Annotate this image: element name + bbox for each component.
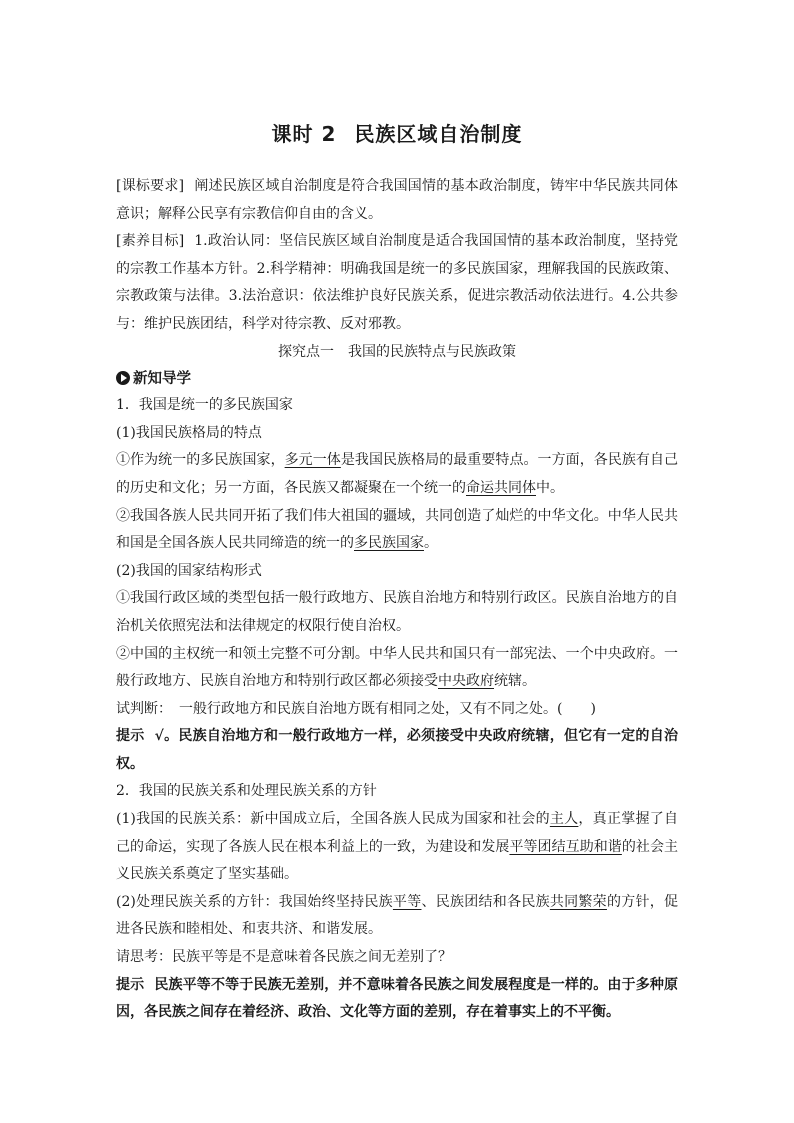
section-heading: 探究点一 我国的民族特点与民族政策 — [278, 343, 516, 360]
lesson-name: 民族区域自治制度 — [354, 122, 523, 146]
key-term: 多元一体 — [284, 452, 341, 469]
hint-text: 民族平等不等于民族无差别，并不意味着各民族之间发展程度是一样的。由于多种原因，各民族之间存在着经济、政治、文化等方面的差别，存在着事实上的不平衡。 — [116, 976, 679, 1021]
text-run: 统辖。 — [494, 673, 536, 690]
key-term: 平等团结互助和谐 — [509, 838, 622, 855]
hint-text: √。民族自治地方和一般行政地方一样，必须接受中央政府统辖，但它有一定的自治权。 — [116, 728, 679, 772]
think-question: 请思考：民族平等是不是意味着各民族之间无差别了？ — [116, 949, 452, 966]
text-run: (1)我国的民族关系：新中国成立后，全国各族人民成为国家和社会的 — [116, 811, 550, 828]
s1-paragraph-3: ①我国行政区域的类型包括一般行政地方、民族自治地方和特别行政区。民族自治地方的自治机关依照宪法和法律规定的权限行使自治权。 — [116, 590, 678, 634]
s1-paragraph-2 — [116, 503, 678, 558]
s2-paragraph-2 — [116, 889, 678, 944]
text-run: 是我国民族格局的最重要特点。一方面，各民族有自己的历史和文化；另一方面，各民族又都凝聚在一个统一的 — [116, 452, 679, 496]
lesson-title — [116, 118, 678, 147]
think-hint — [116, 972, 678, 1027]
literacy-text: 1.政治认同：坚信民族区域自治制度是适合我国国情的基本政治制度，坚持党的宗教工作基本方针。2.科学精神：明确我国是统一的多民族国家，理解我国的民族政策、宗教政策与法律。3.法治意识：依法维护良好民族关系，促进宗教活动依法进行。4.公共参与：维护民族团结，科学对待宗教、反对邪教。 — [116, 233, 678, 332]
text-run: 中。 — [536, 479, 564, 496]
text-run: ，真正掌握了自己的命运，实现了各族人民在根本利益上的一致，为建设和发展 — [116, 811, 679, 855]
text-run: ②我国各族人民共同开拓了我们伟大祖国的疆域，共同创造了灿烂的中华文化。中华人民共和国是全国各族人民共同缔造的统一的 — [116, 507, 678, 552]
text-run: ①作为统一的多民族国家， — [116, 452, 285, 469]
judge-question: 试判断： 一般行政地方和民族自治地方既有相同之处，又有不同之处。( ) — [116, 700, 596, 717]
text-run: 。 — [424, 535, 438, 552]
text-run: 、民族团结和各民族 — [421, 893, 550, 910]
key-term: 多民族国家 — [354, 535, 424, 552]
requirement-text: 阐述民族区域自治制度是符合我国国情的基本政治制度，铸牢中华民族共同体意识；解释公民享有宗教信仰自由的含义。 — [116, 178, 678, 222]
literacy-goals — [116, 228, 678, 338]
key-term: 共同繁荣 — [549, 893, 607, 910]
judge-hint — [116, 723, 678, 778]
key-term: 平等 — [392, 893, 422, 910]
guide-heading — [116, 366, 678, 392]
s2-heading: 2．我国的民族关系和处理民族关系的方针 — [116, 783, 377, 800]
literacy-tag: [素养目标] — [116, 233, 185, 250]
text-run: ②中国的主权统一和领土完整不可分割。中华人民共和国只有一部宪法、一个中央政府。一般行政地方、民族自治地方和特别行政区都必须接受 — [116, 645, 678, 690]
s1-paragraph-4 — [116, 641, 678, 696]
text-run: 的社会主义民族关系奠定了坚实基础。 — [116, 838, 679, 883]
hint-tag: 提示 — [116, 728, 145, 745]
key-term: 命运共同体 — [466, 479, 536, 496]
curriculum-requirement — [116, 173, 678, 228]
text-run: (2)处理民族关系的方针：我国始终坚持民族 — [116, 893, 393, 910]
requirement-tag: [课标要求] — [116, 178, 185, 194]
document-page — [116, 118, 678, 1027]
s1-heading: 1．我国是统一的多民族国家 — [116, 397, 293, 414]
lesson-number: 课时 2 — [271, 122, 337, 146]
key-term: 中央政府 — [438, 673, 494, 690]
key-term: 主人 — [549, 811, 579, 828]
s1-paragraph-1 — [116, 447, 678, 502]
text-run: 的方针，促进各民族和睦相处、和衷共济、和谐发展。 — [116, 893, 679, 938]
guide-label: 新知导学 — [133, 371, 191, 388]
s1-sub2: (2)我国的国家结构形式 — [116, 562, 262, 579]
s1-sub1: (1)我国民族格局的特点 — [116, 424, 262, 441]
hint-tag: 提示 — [116, 976, 145, 993]
play-circle-icon — [116, 371, 130, 385]
s2-paragraph-1 — [116, 806, 678, 889]
